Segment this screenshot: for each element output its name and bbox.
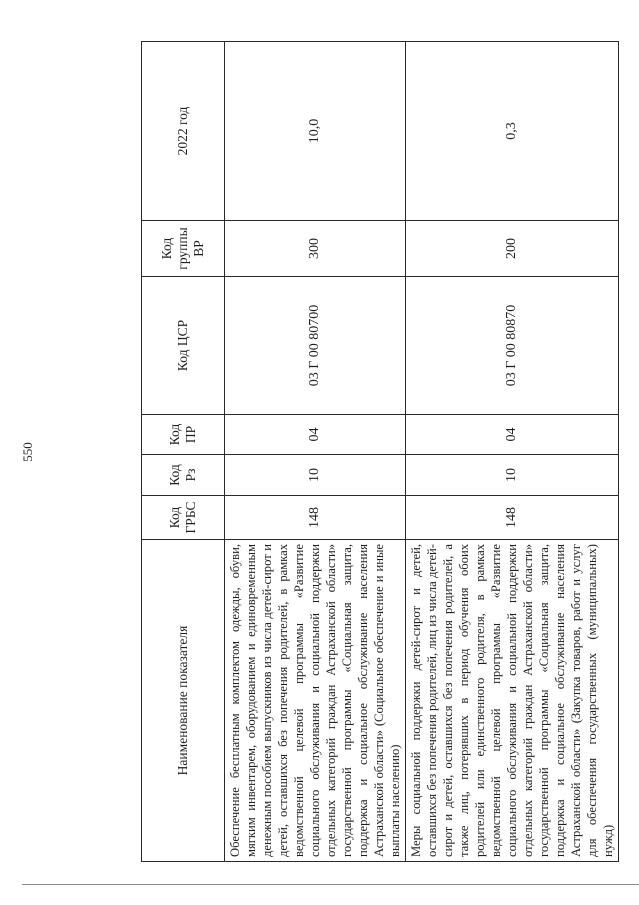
row-vr-cell: 300 xyxy=(225,221,406,277)
page-number: 550 xyxy=(20,442,35,462)
budget-table-rotated xyxy=(141,42,615,862)
row-rz-cell: 10 xyxy=(225,455,406,496)
row-year-cell: 10,0 xyxy=(225,42,406,221)
scan-edge-line xyxy=(22,884,639,885)
header-name: Наименование показателя xyxy=(142,540,225,862)
row-grbs-cell: 148 xyxy=(406,496,619,540)
header-rz: Код Рз xyxy=(142,455,225,496)
header-vr: Код группы ВР xyxy=(142,221,225,277)
row-csr-cell: 03 Г 00 80700 xyxy=(225,277,406,415)
row-vr-cell: 200 xyxy=(406,221,619,277)
row-rz-cell: 10 xyxy=(406,455,619,496)
budget-table xyxy=(141,41,619,862)
header-pr: Код ПР xyxy=(142,415,225,455)
row-pr-cell: 04 xyxy=(406,415,619,455)
row-year-cell: 0,3 xyxy=(406,42,619,221)
header-csr: Код ЦСР xyxy=(142,277,225,415)
table-row xyxy=(406,42,619,862)
row-pr-cell: 04 xyxy=(225,415,406,455)
table-row xyxy=(225,42,406,862)
row-csr-cell: 03 Г 00 80870 xyxy=(406,277,619,415)
table-header-row xyxy=(142,42,225,862)
row-name-cell: Обеспечение бесплатным комплектом одежды, обуви, мягким инвентарем, оборудованием и единовременным денежным пособием выпускников из числа детей-сирот и детей, оставшихся без попечения родителей, в рамках ведомственной целевой программы «Развитие социального обслуживания и социальной поддержки отдельных категорий граждан Астраханской области» государственной программы «Социальная защита, поддержка и социальное обслуживание населения Астраханской области» (Социальное обеспечение и иные выплаты населению) xyxy=(225,540,406,862)
header-grbs: Код ГРБС xyxy=(142,496,225,540)
header-year: 2022 год xyxy=(142,42,225,221)
row-name-cell: Меры социальной поддержки детей-сирот и детей, оставшихся без попечения родителей, лиц из числа детей-сирот и детей, оставшихся без попечения родителей, а также лиц, потерявших в период обучения обоих родителей или единственного родителя, в рамках ведомственной целевой программы «Развитие социального обслуживания и социальной поддержки отдельных категорий граждан Астраханской области» государственной программы «Социальная защита, поддержка и социальное обслуживание населения Астраханской области» (Закупка товаров, работ и услуг для обеспечения государственных (муниципальных) нужд) xyxy=(406,540,619,862)
row-grbs-cell: 148 xyxy=(225,496,406,540)
